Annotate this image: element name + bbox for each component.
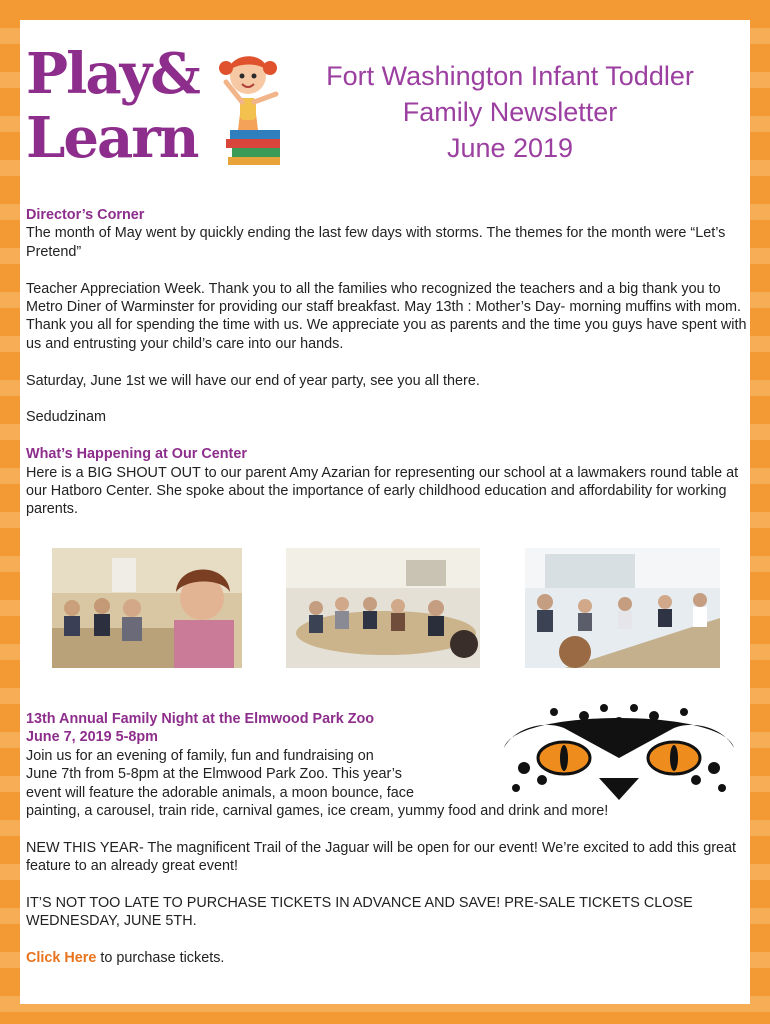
zoo-event-section xyxy=(26,710,748,986)
newsletter-title xyxy=(280,58,740,166)
center-news-body: Here is a BIG SHOUT OUT to our parent Amy Azarian for representing our school at a lawmakers round table at our Hatboro Center. She spoke about the importance of early childhood education and affordability for working parents. xyxy=(26,464,739,518)
zoo-event-paragraph-3: IT’S NOT TOO LATE TO PURCHASE TICKETS IN ADVANCE AND SAVE! PRE-SALE TICKETS CLOSE WEDNESDAY, JUNE 5TH. xyxy=(26,895,693,930)
zoo-event-paragraph-2: NEW THIS YEAR- The magnificent Trail of the Jaguar will be open for our event! We’re excited to add this great feature to an already great event! xyxy=(26,839,737,875)
roundtable-photo-2 xyxy=(286,548,480,668)
title-line-2: Family Newsletter xyxy=(402,97,618,127)
center-news-heading: What’s Happening at Our Center xyxy=(26,446,247,463)
girl-on-books-icon xyxy=(196,38,288,166)
newsletter-page xyxy=(20,20,750,1004)
directors-corner-paragraph-3: Saturday, June 1st we will have our end of year party, see you all there. xyxy=(26,372,480,389)
directors-corner-section xyxy=(26,206,748,537)
ticket-purchase-line xyxy=(26,949,748,967)
zoo-event-date: June 7, 2019 5-8pm xyxy=(26,729,158,746)
play-and-learn-logo xyxy=(26,38,288,188)
logo-line-2: Learn xyxy=(26,105,198,171)
directors-corner-paragraph-2: Teacher Appreciation Week. Thank you to all the families who recognized the teachers and a big thank you to Metro Diner of Warminster for providing our staff breakfast. May 13th : Mother’s Day- morning muffins with mom. Thank you all for spending the time with us. We appreciate you as parents and the time you guys have spent with us and entrusting your child’s care into our hands. xyxy=(26,280,747,352)
logo-line-1: Play& xyxy=(26,41,199,107)
title-line-3: June 2019 xyxy=(446,133,574,163)
ticket-purchase-text: to purchase tickets. xyxy=(96,950,225,967)
directors-signature: Sedudzinam xyxy=(26,409,106,426)
zoo-event-line-3: event will feature the adorable animals, a moon bounce, face xyxy=(26,784,414,801)
zoo-event-heading: 13th Annual Family Night at the Elmwood Park Zoo xyxy=(26,711,375,727)
click-here-link[interactable]: Click Here xyxy=(26,950,97,967)
zoo-event-line-4: painting, a carousel, train ride, carnival games, ice cream, yummy food and drink and more! xyxy=(26,803,609,820)
zoo-event-line-1: Join us for an evening of family, fun and fundraising on xyxy=(26,747,374,764)
roundtable-photo-3 xyxy=(525,548,720,668)
directors-corner-heading: Director’s Corner xyxy=(26,207,145,223)
directors-corner-paragraph-1: The month of May went by quickly ending the last few days with storms. The themes for the month were “Let’s Pretend” xyxy=(26,225,726,260)
roundtable-photo-1 xyxy=(52,548,242,668)
zoo-event-line-2: June 7th from 5-8pm at the Elmwood Park Zoo. This year’s xyxy=(26,766,402,783)
title-line-1: Fort Washington Infant Toddler xyxy=(326,61,694,91)
roundtable-photos xyxy=(52,548,720,668)
